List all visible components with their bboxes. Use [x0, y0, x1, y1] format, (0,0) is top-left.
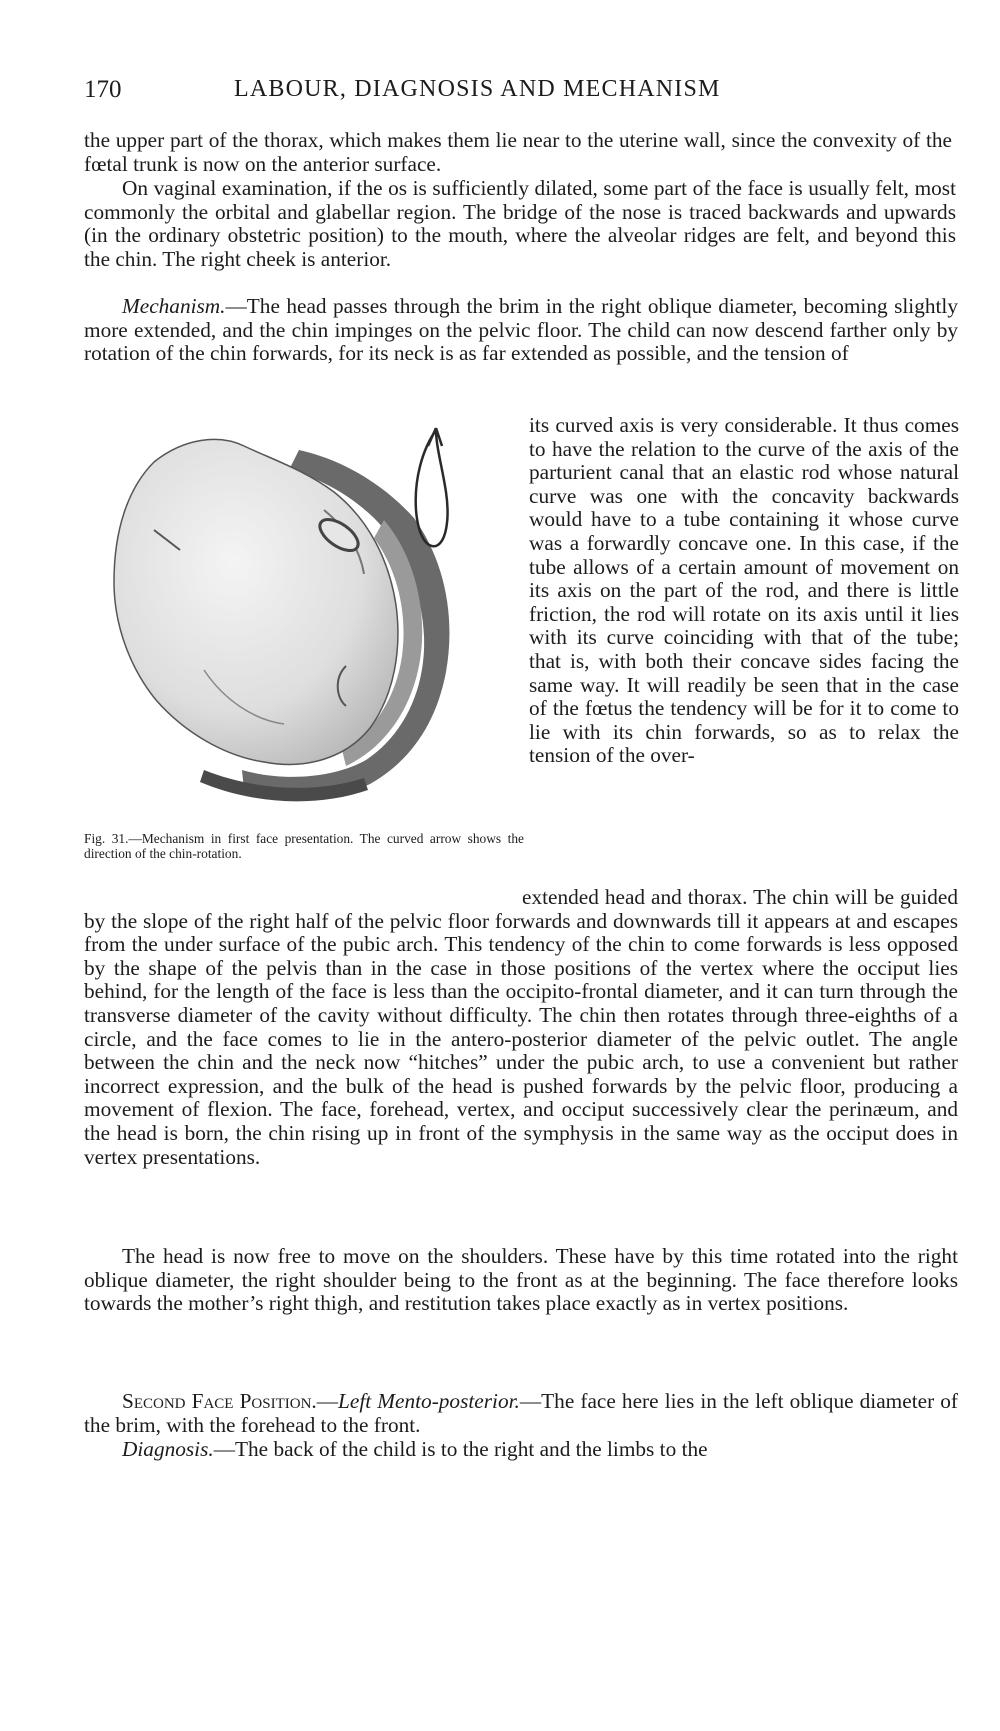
paragraph-vaginal-examination: On vaginal examination, if the os is sufficiently dilated, some part of the face is usually felt, most commonly the orbital and glabellar region. The bridge of the nose is traced backwards and upwards (in the ordinary obstetric position) to the mouth, where the alveolar ridges are felt, and beyond this the chin. The right cheek is anterior. [84, 176, 956, 271]
paragraph-mechanism [84, 295, 958, 366]
second-face-position-heading: Second Face Position. [122, 1389, 317, 1413]
fetal-head-drawing [84, 410, 520, 830]
mechanism-text-beside-figure: its curved axis is very considerable. It thus comes to have the relation to the curve of the axis of the parturient canal that an elastic rod whose natural curve was one with the concavity backwards would have to a tube containing it whose curve was a forwardly concave one. In this case, if the tube allows of a certain amount of movement on its axis on the part of the rod, and there is little friction, the rod will rotate on its axis until it lies with its curve coinciding with that of the tube; that is, with both their concave sides facing the same way. It will readily be seen that in the case of the fœtus the tendency will be for it to come to lie with its chin forwards, so as to relax the tension of the over- [529, 413, 959, 768]
running-title: LABOUR, DIAGNOSIS AND MECHANISM [234, 76, 721, 102]
diagnosis-text: —The back of the child is to the right and the limbs to the [213, 1437, 708, 1461]
heading-dash: — [316, 1389, 339, 1413]
second-face-position-text: —The face here lies in the left oblique diameter of the brim, with the forehead to the front. [84, 1389, 959, 1437]
paragraph-diagnosis [84, 1438, 958, 1462]
running-head [84, 76, 964, 110]
page-number: 170 [84, 76, 122, 103]
paragraph-head-free: The head is now free to move on the shoulders. These have by this time rotated into the right oblique diameter, the right shoulder being to the front as at the beginning. The face therefore looks towards the mother’s right thigh, and restitution takes place exactly as in vertex positions. [84, 1244, 958, 1316]
figure-caption: Fig. 31.—Mechanism in first face presentation. The curved arrow shows the direction of the chin-rotation. [84, 831, 524, 861]
paragraph-thorax: the upper part of the thorax, which makes them lie near to the uterine wall, since the convexity of the fœtal trunk is now on the anterior surface. [84, 128, 952, 176]
diagnosis-heading: Diagnosis. [122, 1437, 214, 1461]
mechanism-heading: Mechanism. [122, 294, 226, 318]
figure-31-illustration [84, 410, 520, 850]
paragraph-second-face-position [84, 1390, 958, 1437]
mechanism-text-bottom: extended head and thorax. The chin will be guided by the slope of the right half of the pelvic floor forwards and downwards till it appears at and escapes from the under surface of the pubic arch. This tendency of the chin to come forwards is less opposed by the shape of the pelvis than in the case in those positions of the vertex where the occiput lies behind, for the length of the face is less than the occipito-frontal diameter, and it can turn through the transverse diameter of the cavity without difficulty. The chin then rotates through three-eighths of a circle, and the face comes to lie in the antero-posterior diameter of the pelvic outlet. The angle between the chin and the neck now “hitches” under the pubic arch, to use a convenient but rather incorrect expression, and the bulk of the head is pushed forwards by the pelvic floor, producing a movement of flexion. The face, forehead, vertex, and occiput successively clear the perinæum, and the head is born, the chin rising up in front of the symphysis in the same way as the occiput does in vertex presentations. [84, 885, 958, 1169]
left-mento-posterior-heading: Left Mento-posterior. [338, 1389, 520, 1413]
mechanism-text-top: —The head passes through the brim in the right oblique diameter, becoming slightly more extended, and the chin impinges on the pelvic floor. The child can now descend farther only by rotation of the chin forwards, for its neck is as far extended as possible, and the tension of [84, 294, 958, 366]
